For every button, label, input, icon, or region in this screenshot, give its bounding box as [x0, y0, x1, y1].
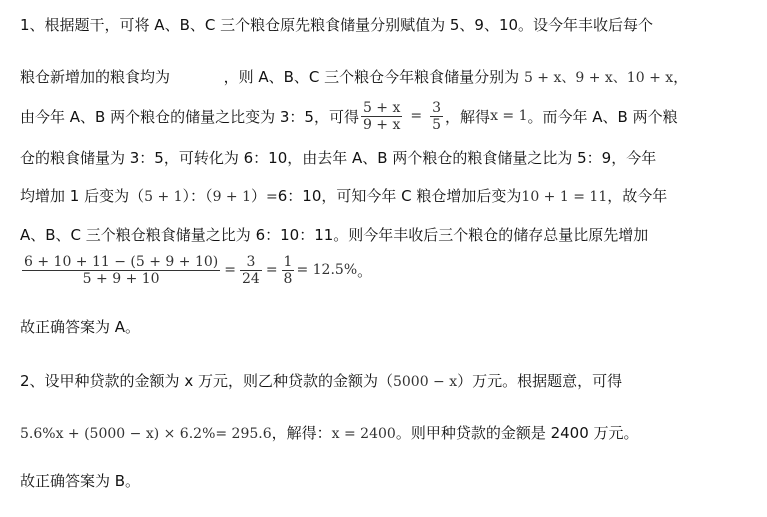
s1-line-2	[20, 66, 688, 87]
s1-l3-fraction-right	[430, 100, 443, 133]
s2-l1-text-c: ）万元。根据题意，可得	[457, 372, 623, 390]
s1-l3-math: x = 1	[490, 108, 528, 124]
s1-l5-eq: =	[266, 189, 278, 205]
s1-answer: 故正确答案为 A。	[20, 318, 141, 336]
s1-l3-fraction-left	[361, 100, 402, 133]
s1-l2-text-b: ，则 A、B、C 三个粮仓今年粮食储量分别为	[223, 68, 520, 86]
s2-l1-math: 5000 − x	[392, 374, 458, 390]
s1-l3-text-b: ，解得	[445, 107, 491, 126]
s1-l7-f2-den: 24	[241, 270, 260, 287]
s1-l7-f3-den: 8	[283, 270, 293, 287]
s1-l7-result: = 12.5%	[296, 262, 358, 278]
s1-line-6: A、B、C 三个粮仓粮食储量之比为 6：10：11。则今年丰收后三个粮仓的储存总量比原先增加	[20, 226, 649, 244]
s1-l2-math: 5 + x、9 + x、10 + x	[523, 70, 674, 86]
s1-l7-fraction-1	[22, 254, 220, 287]
s1-l5-text-g: 6：10，可知今年 C 粮仓增加后变为	[277, 187, 522, 205]
s2-l1-text-a: 2、设甲种贷款的金额为 x 万元，则乙种贷款的金额为（	[20, 372, 393, 390]
s1-l7-eq-2: =	[265, 262, 278, 278]
s1-l2-text-d: ，	[673, 68, 689, 86]
s1-l3-eq: =	[410, 108, 423, 124]
s1-line-3	[20, 94, 678, 138]
s2-l2-equation: 5.6%x + (5000 − x) × 6.2%= 295.6	[20, 426, 272, 442]
s1-l5-math-b: 9 + 1	[212, 189, 252, 205]
s1-l5-text-i: ，故今年	[607, 187, 668, 205]
s1-l5-text-e: ）	[251, 187, 267, 205]
s2-l2-solution: x = 2400	[331, 426, 396, 442]
s1-line-4: 仓的粮食储量为 3：5，可转化为 6：10，由去年 A、B 两个粮仓的粮食储量之比为 5：9，今年	[20, 149, 657, 167]
s1-l7-f3-num: 1	[283, 253, 293, 270]
s1-l5-text-a: 均增加 1 后变为（	[20, 187, 145, 205]
s1-line-7	[20, 248, 372, 292]
s1-l7-fraction-3	[282, 254, 295, 287]
s1-l3-fl-den: 9 + x	[362, 116, 401, 133]
s1-line-1: 1、根据题干，可将 A、B、C 三个粮仓原先粮食储量分别赋值为 5、9、10。设今年丰收后每个	[20, 16, 654, 34]
s1-l5-math-c: 10 + 1 = 11	[521, 189, 608, 205]
s1-l7-f1-num: 6 + 10 + 11 − (5 + 9 + 10)	[24, 253, 219, 270]
s2-line-2	[20, 422, 639, 443]
s1-l3-text-d: 。而今年 A、B 两个粮	[527, 107, 678, 126]
s1-l3-fr-den: 5	[432, 116, 442, 133]
s1-l3-fr-num: 3	[432, 99, 442, 116]
s2-line-1	[20, 370, 622, 391]
s2-answer: 故正确答案为 B。	[20, 472, 141, 490]
s1-l3-text-a: 由今年 A、B 两个粮仓的储量之比变为 3：5，可得	[20, 107, 359, 126]
s1-l7-eq-1: =	[224, 262, 236, 278]
s1-l7-end: 。	[357, 261, 373, 280]
s1-line-5	[20, 185, 667, 206]
s1-l7-f2-num: 3	[240, 254, 262, 271]
s1-l7-f1-den: 5 + 9 + 10	[82, 270, 160, 287]
s1-l7-fraction-2	[240, 254, 262, 287]
s1-l5-math-a: 5 + 1	[144, 189, 183, 205]
s1-l2-text-a: 粮仓新增加的粮食均为	[20, 68, 171, 86]
s2-l2-text-b: ，解得：	[271, 424, 332, 442]
s2-l2-text-d: 。则甲种贷款的金额是 2400 万元。	[395, 424, 639, 442]
s1-l3-fl-num: 5 + x	[362, 99, 401, 116]
s1-l5-text-c: ）：（	[182, 187, 213, 205]
